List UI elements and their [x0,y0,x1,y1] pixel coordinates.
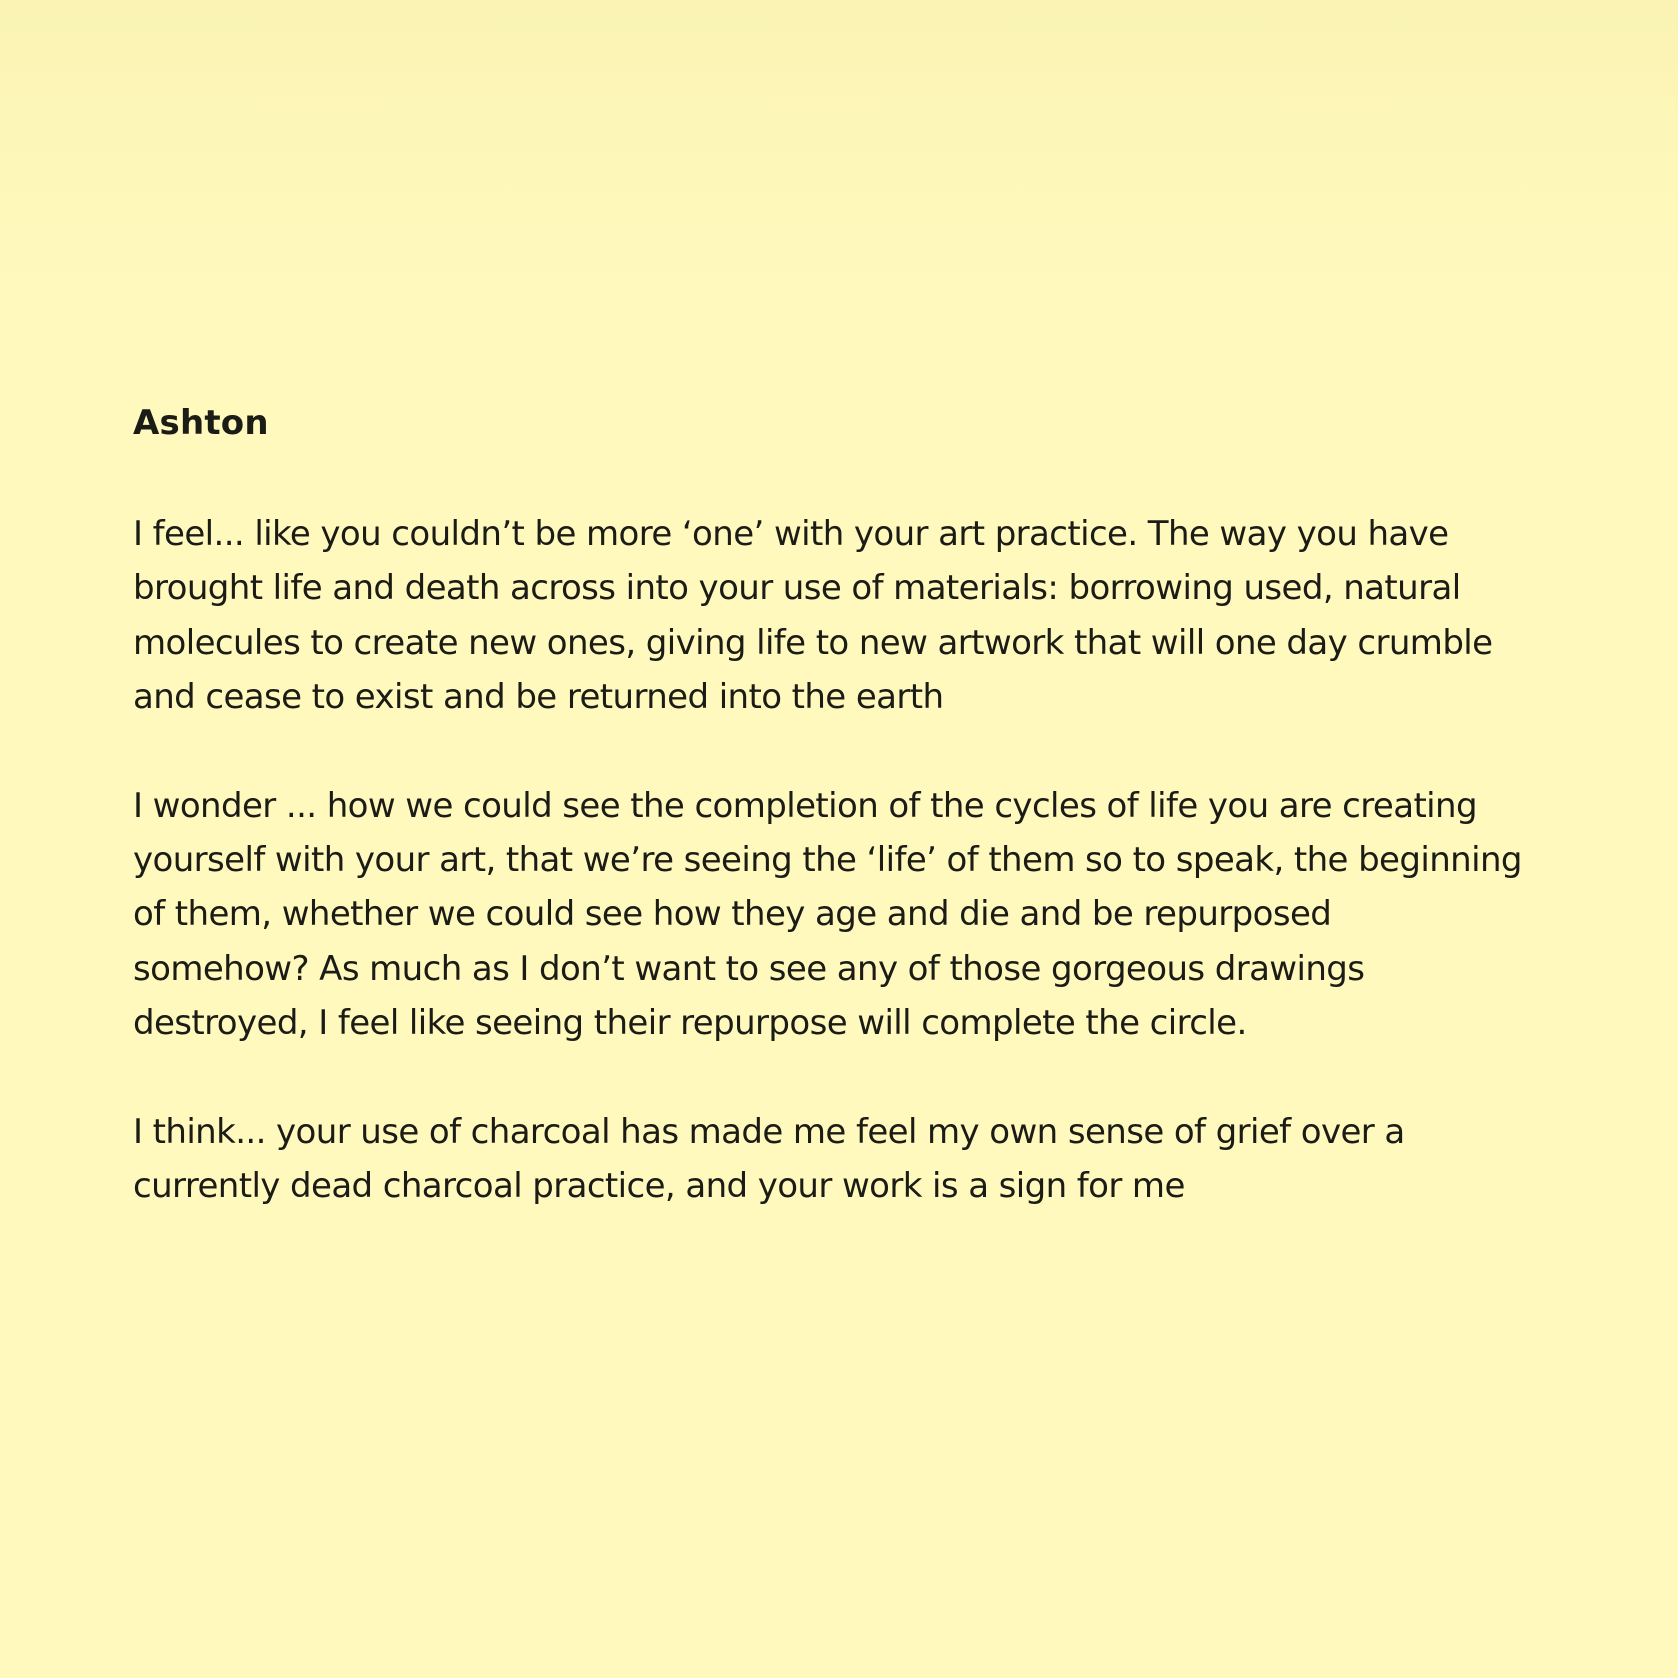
paragraph-i-feel [133,507,1573,725]
text-line: I think... your use of charcoal has made me feel my own sense of grief over a [133,1111,1405,1152]
text-line: destroyed, I feel like seeing their repurpose will complete the circle. [133,1003,1247,1044]
text-line: I feel... like you couldn’t be more ‘one’ with your art practice. The way you have [133,514,1449,554]
text-line: brought life and death across into your use of materials: borrowing used, natural [133,568,1461,609]
text-line: somehow? As much as I don’t want to see any of those gorgeous drawings [133,948,1365,989]
text-line: molecules to create new ones, giving life to new artwork that will one day crumble [133,622,1493,663]
text-line: of them, whether we could see how they age and die and be repurposed [133,894,1332,935]
response-text-block [133,398,1573,1267]
author-name: Ashton [133,403,269,443]
text-line: I wonder ... how we could see the completion of the cycles of life you are creating [133,785,1477,826]
text-line: and cease to exist and be returned into the earth [133,677,944,718]
paragraph-i-think [133,1105,1573,1214]
background-wash [0,0,1678,300]
paragraph-i-wonder [133,779,1573,1051]
text-line: currently dead charcoal practice, and your work is a sign for me [133,1166,1185,1207]
text-line: yourself with your art, that we’re seeing the ‘life’ of them so to speak, the beginning [133,840,1522,881]
